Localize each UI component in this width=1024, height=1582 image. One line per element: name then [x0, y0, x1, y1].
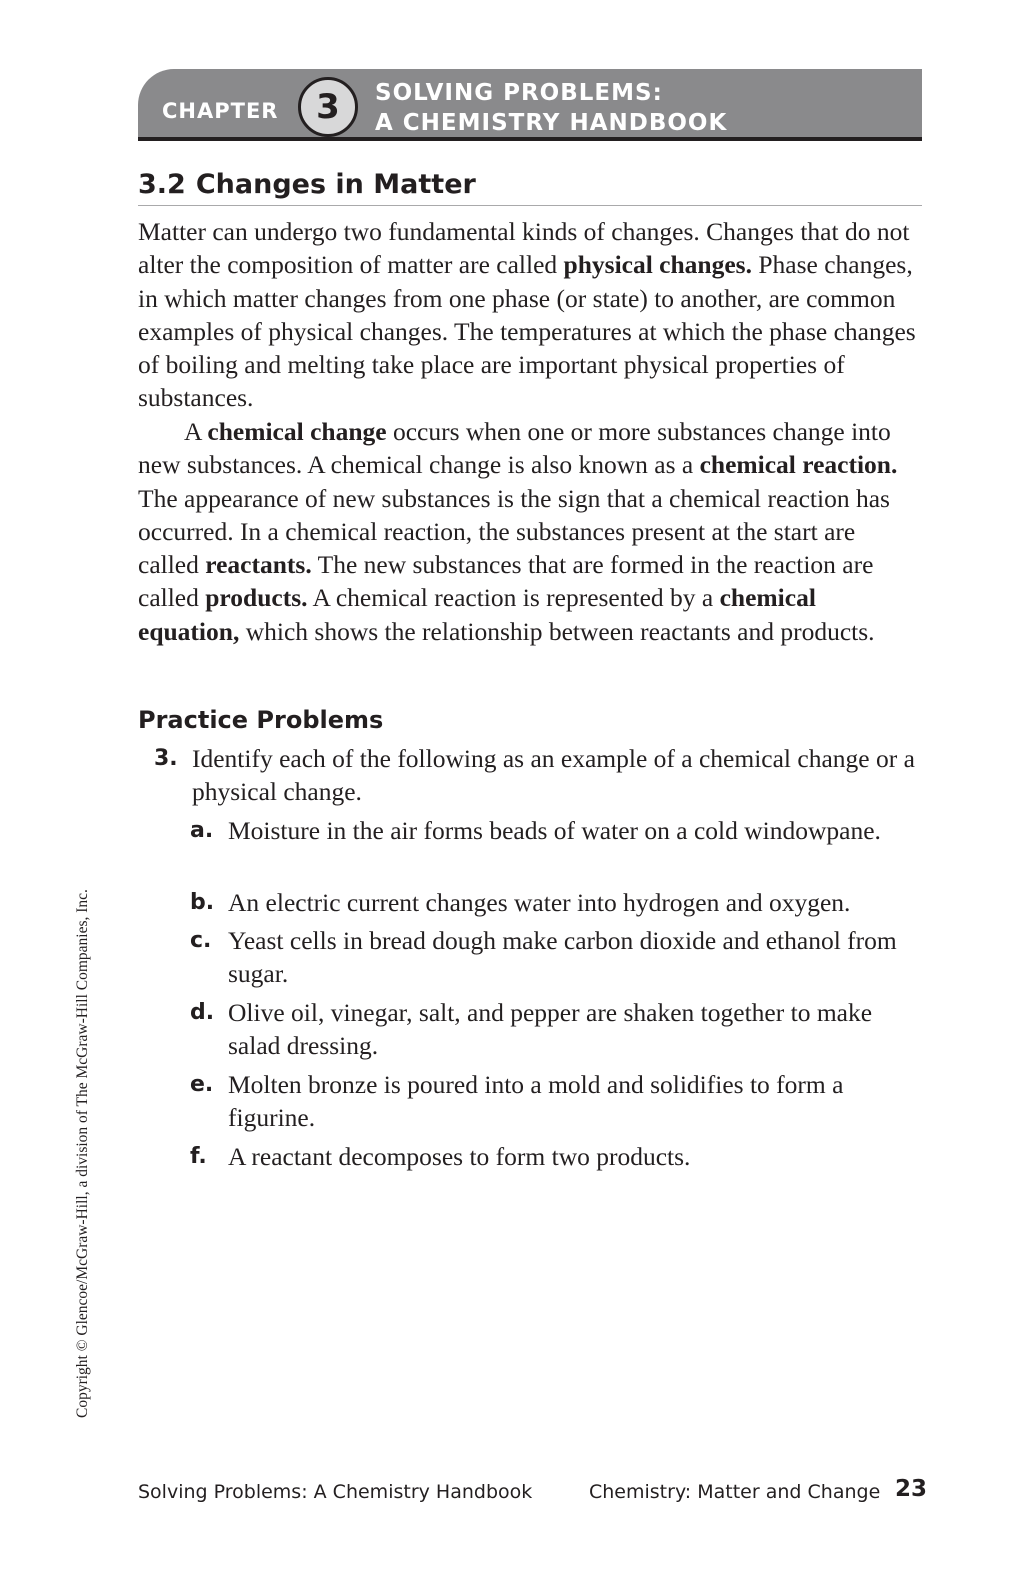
section-number: 3.2 — [138, 169, 186, 200]
chapter-banner — [138, 69, 922, 141]
footer-book-title: Solving Problems: A Chemistry Handbook — [138, 1481, 533, 1503]
sub-problem-letter: e. — [190, 1072, 214, 1097]
term-physical-changes: physical changes. — [563, 250, 752, 280]
sub-problem-letter: b. — [190, 890, 215, 915]
text-run: occurs when one or more substances change into new substances. A chemical change is also known as a — [138, 417, 891, 480]
section-title: Changes in Matter — [195, 169, 476, 200]
sub-problem-text: Olive oil, vinegar, salt, and pepper are shaken together to make salad dressing. — [228, 998, 873, 1061]
text-run: which shows the relationship between reactants and products. — [239, 616, 875, 646]
copyright-notice: Copyright © Glencoe/McGraw-Hill, a division of The McGraw-Hill Companies, Inc. — [74, 889, 91, 1418]
text-run: Matter can undergo two fundamental kinds of changes. Changes that do not alter the composition of matter are called — [138, 217, 910, 280]
section-heading — [138, 166, 922, 206]
chapter-title-line1: SOLVING PROBLEMS: — [375, 80, 663, 106]
chapter-title-line2: A CHEMISTRY HANDBOOK — [375, 110, 728, 136]
term-reactants: reactants. — [205, 550, 312, 580]
term-products: products. — [205, 583, 308, 613]
chapter-label: CHAPTER — [162, 99, 279, 123]
paragraph-chemical-changes — [138, 415, 922, 648]
term-chemical-reaction: chemical reaction. — [699, 450, 898, 480]
term-chemical-equation: chemical equation, — [138, 583, 816, 646]
sub-problem-letter: d. — [190, 1000, 215, 1025]
sub-problem-text: An electric current changes water into hydrogen and oxygen. — [228, 888, 851, 917]
text-run: Phase changes, in which matter changes from one phase (or state) to another, are common examples of physical changes. The temperatures at which the phase changes of boiling and melting take place are important physical properties of substances. — [138, 250, 916, 413]
text-run: The new substances that are formed in the reaction are called — [138, 550, 874, 613]
text-run: A — [184, 417, 208, 446]
sub-problem-text: Molten bronze is poured into a mold and solidifies to form a figurine. — [228, 1070, 844, 1133]
practice-problems-heading: Practice Problems — [138, 706, 384, 734]
chapter-title — [375, 78, 727, 138]
sub-problem-text: A reactant decomposes to form two products. — [228, 1142, 691, 1171]
sub-problem-letter: f. — [190, 1144, 207, 1169]
page-number: 23 — [895, 1476, 928, 1502]
chapter-number-badge: 3 — [298, 77, 358, 137]
term-chemical-change: chemical change — [207, 417, 387, 446]
footer-course-title: Chemistry: Matter and Change — [589, 1481, 881, 1503]
sub-problem-text: Moisture in the air forms beads of water on a cold windowpane. — [228, 816, 881, 845]
paragraph-physical-changes — [138, 215, 922, 415]
sub-problem-letter: c. — [190, 928, 212, 953]
problem-number: 3. — [154, 746, 178, 771]
text-run: A chemical reaction is represented by a — [307, 583, 720, 613]
sub-problem-text: Yeast cells in bread dough make carbon dioxide and ethanol from sugar. — [228, 926, 897, 989]
text-run: The appearance of new substances is the sign that a chemical reaction has occurred. In a chemical reaction, the substances present at the start are called — [138, 483, 890, 580]
problem-text: Identify each of the following as an example of a chemical change or a physical change. — [192, 744, 915, 807]
sub-problem-letter: a. — [190, 818, 214, 843]
